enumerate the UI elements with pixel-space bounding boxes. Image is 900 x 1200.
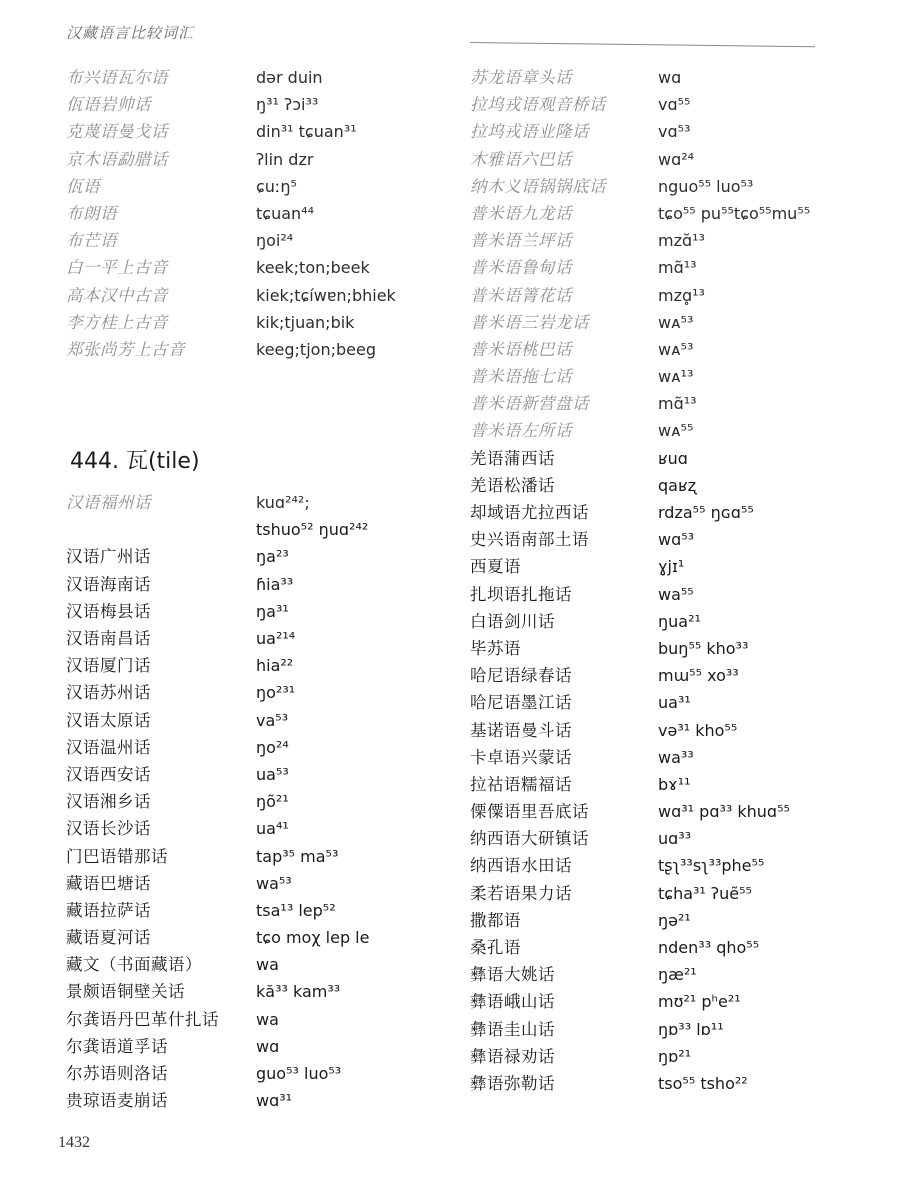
language-name: 尔龚语道孚话 [66,1036,168,1056]
language-name: 门巴语错那话 [66,846,168,866]
language-name: 西夏语 [470,557,521,577]
entry-row [470,689,870,716]
word-form: kiek;tɕíwɐn;bhiek [256,285,396,305]
word-form: rdza⁵⁵ ŋɢɑ⁵⁵ [658,503,754,522]
word-form: ʁuɑ [658,448,688,468]
entry-row [66,336,456,363]
entry-row [66,118,456,145]
language-name: 藏语巴塘话 [66,873,151,893]
language-name: 汉语海南话 [66,574,151,594]
language-name: 普米语三岩龙话 [470,312,589,332]
language-name: 布朗语 [66,203,117,223]
language-name: 普米语鲁甸话 [470,258,572,278]
entry-row [66,951,456,978]
entry-row [470,988,870,1015]
language-name: 京木语勐腊话 [66,149,168,169]
language-name: 汉语苏州话 [66,683,151,703]
word-form: nden³³ qho⁵⁵ [658,938,760,957]
entry-row [470,390,870,417]
entry-row [66,571,456,598]
language-name: 纳木义语锅锅底话 [470,176,606,196]
word-form: wᴀ¹³ [658,367,694,387]
entry-row [470,553,870,580]
word-form: ɦia³³ [256,574,294,594]
language-name: 撒都语 [470,910,521,930]
word-form: kă³³ kam³³ [256,982,341,1002]
word-form: ŋo²³¹ [256,683,296,703]
word-form: ŋua²¹ [658,611,701,631]
entry-row [66,679,456,706]
entry-row [470,146,870,173]
language-name: 汉语西安话 [66,764,151,784]
word-form: kik;tjuan;bik [256,312,355,332]
language-name: 却域语尤拉西话 [470,503,589,522]
word-form: mɯ⁵⁵ xo³³ [658,666,739,686]
language-name: 桑孔语 [470,938,521,957]
entry-row [470,880,870,907]
entry-row [66,1006,456,1033]
language-name: 尔龚语丹巴革什扎话 [66,1009,219,1029]
language-name: 拉祜语糯福话 [470,774,572,794]
word-form: tsa¹³ lep⁵² [256,900,336,920]
word-form: buŋ⁵⁵ kho³³ [658,638,749,658]
word-form: tɕha³¹ ʔuẽ⁵⁵ [658,883,752,903]
entry-row [470,1070,870,1097]
entry-row [470,717,870,744]
word-form: ŋo²⁴ [256,737,289,757]
word-form: mzɑ̆¹³ [658,231,705,251]
entry-row [66,1087,456,1114]
entry-row [66,146,456,173]
word-form: wɑ [256,1036,280,1056]
word-form: ɣjɪ¹ [658,557,685,577]
entry-row [66,543,456,570]
entry-row [66,489,456,516]
word-form: ŋə²¹ [658,910,691,930]
entry-row [66,309,456,336]
entry-row [66,924,456,951]
word-form: mɑ̃¹³ [658,394,697,414]
word-form: ŋõ²¹ [256,792,289,812]
entry-row [66,200,456,227]
language-name: 布芒语 [66,231,117,251]
entry-row [470,635,870,662]
word-form: tshuo⁵² ŋuɑ²⁴² [256,520,369,540]
language-name: 高本汉中古音 [66,285,168,305]
word-form: ua⁴¹ [256,819,289,839]
entry-heading: 444. 瓦(tile) [70,449,200,475]
language-name: 景颇语铜壁关话 [66,982,185,1002]
language-name: 汉语湘乡话 [66,792,151,812]
word-form: ŋɒ²¹ [658,1046,692,1066]
word-form: wɑ [658,68,682,87]
entry-row [66,173,456,200]
language-name: 彝语大姚话 [470,965,555,985]
language-name: 贵琼语麦崩话 [66,1091,168,1111]
word-form: ua⁵³ [256,764,289,784]
word-form: qaʁʐ [658,475,697,495]
language-name: 佤语岩帅话 [66,95,151,115]
entry-row [66,598,456,625]
language-name: 汉语温州话 [66,737,151,757]
language-name: 汉语福州话 [66,493,151,513]
entry-row [66,1033,456,1060]
word-form: wᴀ⁵³ [658,339,694,359]
word-form: ʔlin dzr [256,149,314,169]
word-form: tso⁵⁵ tsho²² [658,1073,748,1093]
page-number: 1432 [58,1134,90,1151]
language-name: 郑张尚芳上古音 [66,339,185,359]
entry-row [470,445,870,472]
word-form: va⁵³ [256,710,289,730]
word-form: mʊ²¹ pʰe²¹ [658,992,741,1012]
language-name: 哈尼语绿春话 [470,666,572,686]
word-form: wɑ³¹ pɑ³³ khuɑ⁵⁵ [658,802,790,822]
word-form: nguo⁵⁵ luo⁵³ [658,176,754,196]
entry-row [470,336,870,363]
entry-row [470,1043,870,1070]
entry-row [66,64,456,91]
language-name: 汉语长沙话 [66,819,151,839]
section-spacer [66,363,456,417]
word-form: kuɑ²⁴²; [256,493,310,513]
word-form: ŋa³¹ [256,601,289,621]
entry-row [470,662,870,689]
entry-row [470,118,870,145]
word-form: mɑ̃¹³ [658,258,697,278]
entry-row [66,734,456,761]
word-form: tɕo moχ lep le [256,928,370,948]
language-name: 白语剑川话 [470,611,555,631]
entry-row [66,707,456,734]
word-form: wᴀ⁵³ [658,312,694,332]
language-name: 傈僳语里吾底话 [470,802,589,822]
entry-row [470,934,870,961]
language-name: 苏龙语章头话 [470,68,572,87]
word-form: ŋ³¹ ʔɔi³³ [256,95,319,115]
language-name: 羌语松潘话 [470,475,555,495]
language-name: 卡卓语兴蒙话 [470,747,572,767]
entry-row [470,907,870,934]
language-name: 纳西语大研镇话 [470,829,589,849]
entry-row [470,200,870,227]
word-form: wɑ²⁴ [658,149,695,169]
language-name: 汉语梅县话 [66,601,151,621]
word-form: mzɑ̥¹³ [658,285,705,305]
language-name: 羌语蒲西话 [470,448,555,468]
entry-row [66,978,456,1005]
entry-row [470,771,870,798]
entry-row [470,472,870,499]
entry-row [66,788,456,815]
word-form: wɑ⁵³ [658,530,695,550]
word-form: uɑ³³ [658,829,692,849]
word-form: wᴀ⁵⁵ [658,421,694,441]
entry-row [470,91,870,118]
word-form: tɕuan⁴⁴ [256,203,314,223]
entry-row [470,227,870,254]
language-name: 木雅语六巴话 [470,149,572,169]
word-form: vɑ⁵⁵ [658,95,691,115]
language-name: 彝语禄劝话 [470,1046,555,1066]
entry-row [66,254,456,281]
language-name: 普米语箐花话 [470,285,572,305]
word-form: wɑ³¹ [256,1091,293,1111]
language-name: 柔若语果力话 [470,883,572,903]
entry-row [66,870,456,897]
entry-row [470,254,870,281]
language-name: 彝语峨山话 [470,992,555,1012]
language-name: 扎坝语扎拖话 [470,584,572,604]
word-form: ɕuːŋ⁵ [256,176,297,196]
language-name: 哈尼语墨江话 [470,693,572,713]
word-form: wa³³ [658,747,694,767]
word-form: tɕo⁵⁵ pu⁵⁵tɕo⁵⁵mu⁵⁵ [658,203,811,223]
word-form: wa [256,1009,279,1029]
entry-row [470,64,870,91]
language-name: 毕苏语 [470,638,521,658]
language-name: 拉坞戎语业隆话 [470,122,589,142]
language-name: 彝语弥勒话 [470,1073,555,1093]
language-name: 汉语太原话 [66,710,151,730]
entry-row [470,798,870,825]
word-form: din³¹ tɕuan³¹ [256,122,357,142]
word-form: wa [256,955,279,975]
entry-row [470,1016,870,1043]
language-name: 藏语拉萨话 [66,900,151,920]
language-name: 普米语兰坪话 [470,231,572,251]
language-name: 白一平上古音 [66,258,168,278]
entry-row [470,309,870,336]
language-name: 藏语夏河话 [66,928,151,948]
word-form: ŋɒ³³ lɒ¹¹ [658,1019,724,1039]
running-header: 汉藏语言比较词汇 [66,24,195,42]
entry-row [66,282,456,309]
entry-row [66,625,456,652]
entry-row [66,516,456,543]
language-name: 克蔑语曼戈话 [66,122,168,142]
word-form: ŋoi²⁴ [256,231,294,251]
entry-row [470,282,870,309]
word-form: guo⁵³ luo⁵³ [256,1064,342,1083]
entry-row [470,499,870,526]
entry-row [470,744,870,771]
word-form: wa⁵³ [256,873,292,893]
language-name: 汉语广州话 [66,547,151,567]
entry-row [66,91,456,118]
right-column [470,64,870,1097]
word-form: tʂʅ³³sʅ³³phe⁵⁵ [658,856,765,876]
word-form: ŋa²³ [256,547,289,567]
word-form: ŋæ²¹ [658,965,697,985]
entry-row [66,815,456,842]
entry-row [470,961,870,988]
entry-row [470,173,870,200]
language-name: 汉语南昌话 [66,629,151,648]
word-form: ua²¹⁴ [256,629,296,648]
entry-row [66,761,456,788]
language-name: 纳西语水田话 [470,856,572,876]
language-name: 普米语桃巴话 [470,339,572,359]
language-name: 拉坞戎语观音桥话 [470,95,606,115]
word-form: vɑ⁵³ [658,122,691,142]
entry-row [470,608,870,635]
word-form: tap³⁵ ma⁵³ [256,846,339,866]
entry-row [470,852,870,879]
language-name: 佤语 [66,176,100,196]
language-name: 尔苏语则洛话 [66,1064,168,1083]
entry-row [66,227,456,254]
entry-row [470,581,870,608]
word-form: keek;ton;beek [256,258,370,278]
language-name: 藏文（书面藏语） [66,955,202,975]
entry-row [66,652,456,679]
entry-heading-row [66,417,456,489]
entry-row [66,897,456,924]
word-form: ua³¹ [658,693,691,713]
left-column [66,64,456,1114]
entry-row [470,825,870,852]
entry-row [66,1060,456,1087]
entry-row [470,417,870,444]
entry-row [470,363,870,390]
language-name: 普米语拖七话 [470,367,572,387]
word-form: və³¹ kho⁵⁵ [658,720,738,740]
entry-row [470,526,870,553]
language-name: 汉语厦门话 [66,656,151,676]
language-name: 普米语九龙话 [470,203,572,223]
language-name: 基诺语曼斗话 [470,720,572,740]
word-form: hia²² [256,656,294,676]
entry-row [66,843,456,870]
language-name: 彝语圭山话 [470,1019,555,1039]
word-form: bɤ¹¹ [658,774,691,794]
language-name: 普米语新营盘话 [470,394,589,414]
word-form: dər duin [256,68,323,87]
language-name: 普米语左所话 [470,421,572,441]
language-name: 李方桂上古音 [66,312,168,332]
word-form: wa⁵⁵ [658,584,694,604]
language-name: 布兴语瓦尔语 [66,68,168,87]
language-name: 史兴语南部土语 [470,530,589,550]
header-rule [470,42,815,47]
word-form: keeg;tjon;beeg [256,339,376,359]
